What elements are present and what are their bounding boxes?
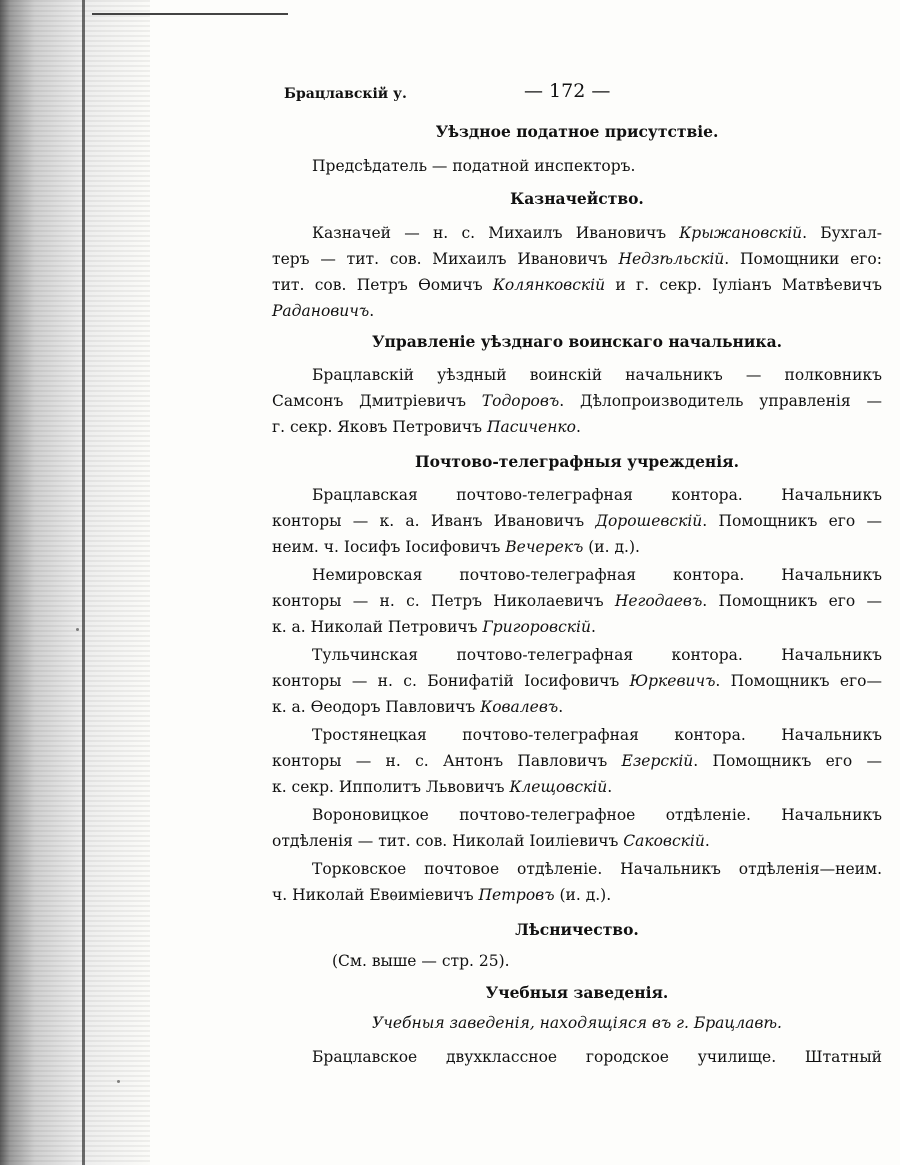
text-line: Казначей — н. с. Михаилъ Ивановичъ Крыжановскій. Бухгал- (312, 224, 882, 242)
text-line: ч. Николай Евѳиміевичъ Петровъ (и. д.). (272, 886, 612, 904)
running-head: Брацлавскій у. (284, 86, 407, 102)
text-line: тит. сов. Петръ Ѳомичъ Колянковскій и г. секр. Іуліанъ Матвѣевичъ (272, 276, 882, 294)
text-line: конторы — н. с. Антонъ Павловичъ Езерскій. Помощникъ его — (272, 752, 882, 770)
text-line: Тульчинская почтово-телеграфная контора. Начальникъ (312, 646, 882, 664)
text-line: Брацлавскій уѣздный воинскій начальникъ — полковникъ (312, 366, 882, 384)
text-line: к. секр. Ипполитъ Львовичъ Клещовскій. (272, 778, 613, 796)
text-line: Предсѣдатель — податной инспекторъ. (312, 157, 636, 175)
section-heading: Почтово-телеграфныя учрежденія. (414, 452, 740, 471)
text-line: Брацлавское двухклассное городское училище. Штатный (312, 1048, 882, 1066)
page-number: — 172 — (524, 80, 611, 102)
text-line: теръ — тит. сов. Михаилъ Ивановичъ Недзѣльскій. Помощники его: (272, 250, 882, 268)
text-line: Радановичъ. (272, 302, 375, 320)
text-line: (См. выше — стр. 25). (332, 952, 510, 970)
document-page (272, 0, 882, 1165)
section-subheading: Учебныя заведенія, находящіяся въ г. Брацлавѣ. (372, 1014, 782, 1032)
text-line: Брацлавская почтово-телеграфная контора. Начальникъ (312, 486, 882, 504)
binding-edge (82, 0, 85, 1165)
text-line: Тростянецкая почтово-телеграфная контора. Начальникъ (312, 726, 882, 744)
text-line: к. а. Ѳеодоръ Павловичъ Ковалевъ. (272, 698, 564, 716)
text-line: Вороновицкое почтово-телеграфное отдѣленіе. Начальникъ (312, 806, 882, 824)
section-heading: Учебныя заведенія. (485, 983, 669, 1002)
section-heading: Лѣсничество. (515, 920, 639, 939)
ink-speck (117, 1080, 120, 1083)
section-heading: Уѣздное податное присутствіе. (435, 122, 719, 141)
text-line: отдѣленія — тит. сов. Николай Іоиліевичъ Саковскій. (272, 832, 710, 850)
text-line: конторы — к. а. Иванъ Ивановичъ Дорошевскій. Помощникъ его — (272, 512, 882, 530)
text-line: к. а. Николай Петровичъ Григоровскій. (272, 618, 596, 636)
section-heading: Казначейство. (510, 189, 644, 208)
scan-edge-line (92, 13, 272, 15)
section-heading: Управленіе уѣзднаго воинскаго начальника. (371, 332, 783, 351)
text-line: неим. ч. Іосифъ Іосифовичъ Вечерекъ (и. д.). (272, 538, 640, 556)
text-line: Самсонъ Дмитріевичъ Тодоровъ. Дѣлопроизводитель управленія — (272, 392, 882, 410)
text-line: г. секр. Яковъ Петровичъ Пасиченко. (272, 418, 581, 436)
text-line: Немировская почтово-телеграфная контора. Начальникъ (312, 566, 882, 584)
text-line: конторы — н. с. Петръ Николаевичъ Негодаевъ. Помощникъ его — (272, 592, 882, 610)
book-spine-shadow (0, 0, 150, 1165)
text-line: Торковское почтовое отдѣленіе. Начальникъ отдѣленія—неим. (312, 860, 882, 878)
ink-speck (76, 628, 79, 631)
text-line: конторы — н. с. Бонифатій Іосифовичъ Юркевичъ. Помощникъ его— (272, 672, 882, 690)
